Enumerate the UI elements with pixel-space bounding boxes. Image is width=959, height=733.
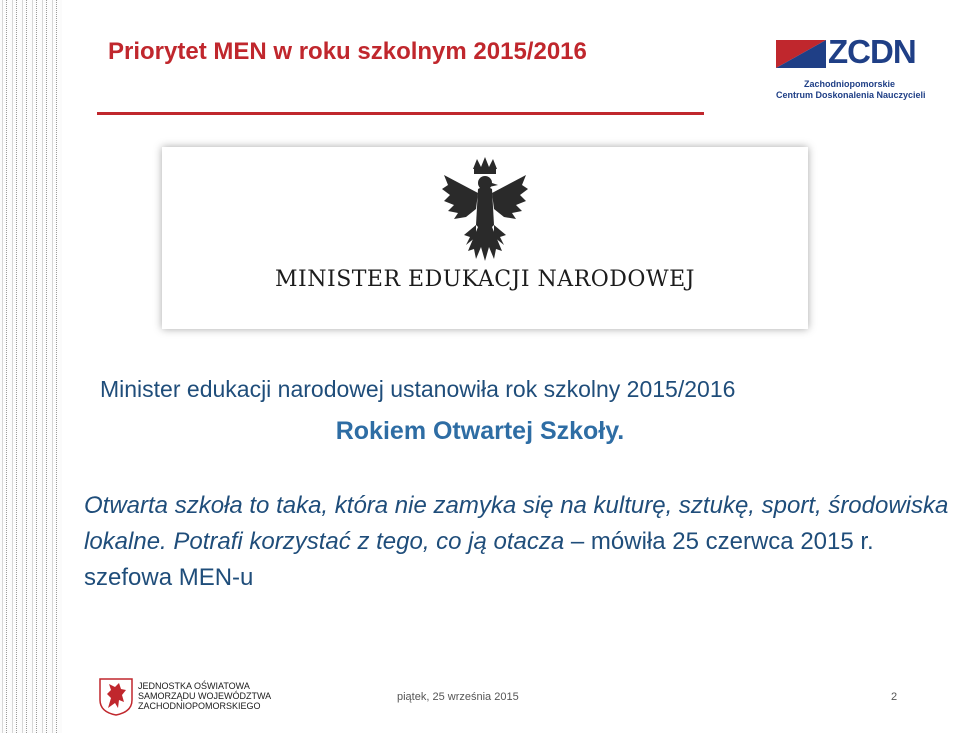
- footer-organization: [138, 681, 271, 711]
- zcdn-logo-letters: ZCDN: [828, 33, 916, 70]
- footer-org-line3: ZACHODNIOPOMORSKIEGO: [138, 701, 261, 711]
- footer-org-line1: JEDNOSTKA OŚWIATOWA: [138, 681, 250, 691]
- decorative-handwriting-strip: [0, 0, 62, 733]
- griffin-crest-icon: [99, 678, 133, 716]
- ministry-banner: [162, 147, 808, 329]
- slide-title: Priorytet MEN w roku szkolnym 2015/2016: [108, 38, 587, 65]
- zcdn-logo-line1: Zachodniopomorskie: [804, 79, 896, 89]
- white-eagle-emblem-icon: [440, 155, 530, 267]
- quote-attribution: – mówiła 25 czerwca 2015 r. szefowa MEN-u: [84, 528, 874, 591]
- footer-date: piątek, 25 września 2015: [397, 691, 519, 703]
- page-number: 2: [891, 691, 898, 703]
- zcdn-logo: [776, 33, 926, 100]
- zcdn-logo-line2: Centrum Doskonalenia Nauczycieli: [776, 90, 926, 100]
- intro-text: Minister edukacji narodowej ustanowiła rok szkolny 2015/2016: [100, 376, 736, 402]
- ministry-name: MINISTER EDUKACJI NARODOWEJ: [275, 267, 695, 292]
- footer-org-line2: SAMORZĄDU WOJEWÓDZTWA: [138, 691, 272, 701]
- year-of-open-school: Rokiem Otwartej Szkoły.: [335, 417, 625, 445]
- title-underline: [97, 112, 704, 115]
- zcdn-mark-icon: [776, 40, 826, 68]
- quote-italic: Otwarta szkoła to taka, która nie zamyka się na kulturę, sztukę, sport, środowiska lokalne. Potrafi korzystać z tego, co ją otacza: [84, 492, 949, 555]
- quote-paragraph: [84, 488, 954, 596]
